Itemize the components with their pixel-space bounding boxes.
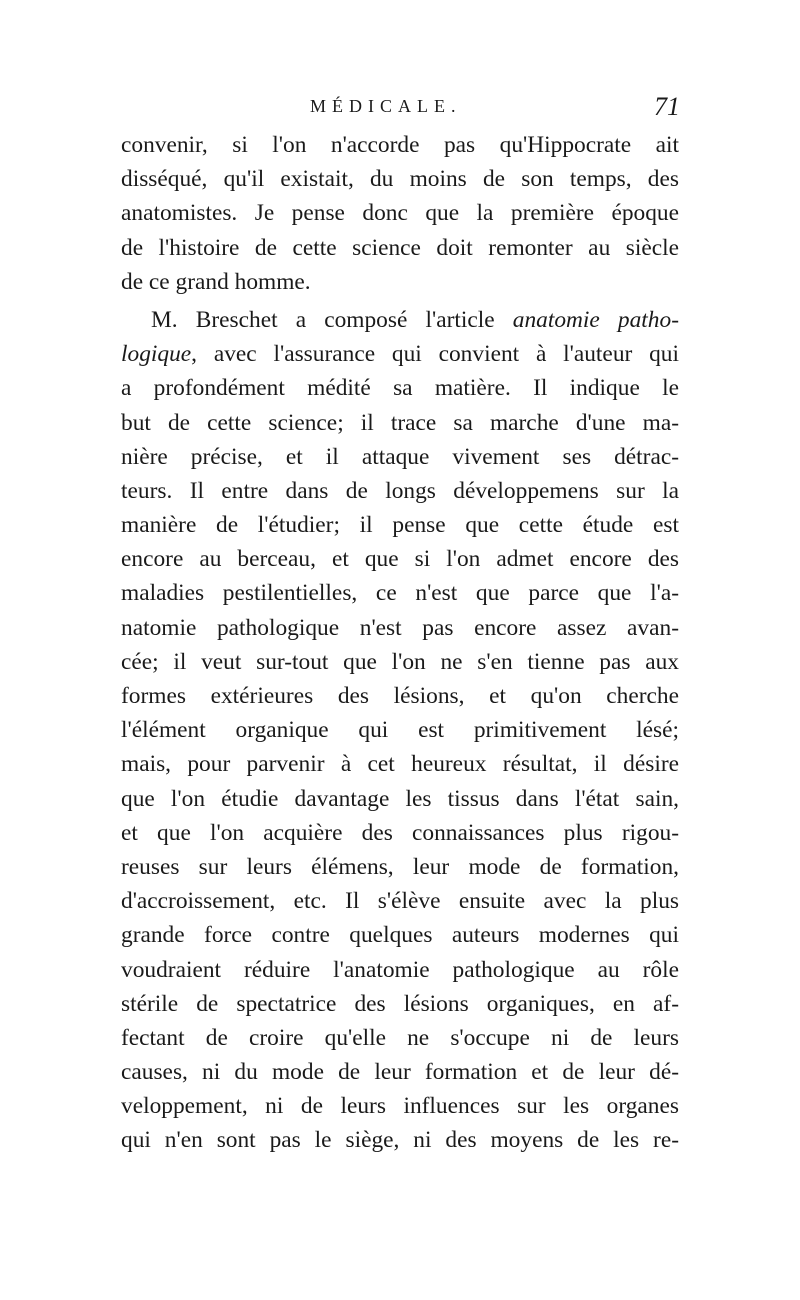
text-line: formes extérieures des lésions, et qu'on cherche — [121, 683, 679, 709]
text-line: veloppement, ni de leurs influences sur les organes — [121, 1093, 679, 1120]
text-line — [121, 337, 679, 371]
running-head — [120, 92, 680, 130]
text-line: de l'histoire de cette science doit remonter au siècle — [121, 234, 679, 261]
text-line: de ce grand homme. — [121, 268, 311, 295]
text-line: natomie pathologique n'est pas encore assez avan- — [121, 614, 679, 641]
text-line: voudraient réduire l'anatomie pathologique au rôle — [121, 956, 679, 983]
text-line: nière précise, et il attaque vivement ses détrac- — [121, 443, 679, 470]
italic-term: logique — [121, 341, 192, 368]
text-line: disséqué, qu'il existait, du moins de son temps, des — [121, 166, 679, 193]
text-line: maladies pestilentielles, ce n'est que parce que l'a- — [121, 580, 679, 607]
text-line: mais, pour parvenir à cet heureux résultat, il désire — [121, 751, 679, 778]
text-line: que l'on étudie davantage les tissus dans l'état sain, — [121, 785, 679, 812]
text-line: qui n'en sont pas le siège, ni des moyens de les re- — [121, 1127, 679, 1154]
text-line: encore au berceau, et que si l'on admet encore des — [121, 546, 679, 573]
paragraph-1 — [121, 128, 679, 299]
text-line: grande force contre quelques auteurs modernes qui — [121, 922, 679, 949]
text-line: fectant de croire qu'elle ne s'occupe ni de leurs — [121, 1024, 679, 1051]
text-line: manière de l'étudier; il pense que cette étude est — [121, 512, 679, 539]
text-line: stérile de spectatrice des lésions organiques, en af- — [121, 990, 679, 1017]
text-line: convenir, si l'on n'accorde pas qu'Hippocrate ait — [121, 132, 679, 158]
text-line: a profondément médité sa matière. Il indique le — [121, 375, 679, 402]
text-line: et que l'on acquière des connaissances plus rigou- — [121, 819, 679, 846]
text-run: , avec l'assurance qui convient à l'auteur qui — [191, 341, 679, 368]
text-line — [121, 303, 679, 337]
body-text — [121, 128, 679, 1158]
text-line: d'accroissement, etc. Il s'élève ensuite avec la plus — [121, 888, 679, 915]
text-line: l'élément organique qui est primitivement lésé; — [121, 717, 679, 744]
text-line: reuses sur leurs élémens, leur mode de formation, — [121, 853, 679, 880]
text-line: anatomistes. Je pense donc que la première époque — [121, 200, 679, 227]
text-run: M. Breschet a composé l'article — [151, 306, 513, 333]
text-line: but de cette science; il trace sa marche d'une ma- — [121, 409, 679, 436]
page-number: 71 — [654, 92, 680, 121]
italic-term: anatomie patho- — [512, 306, 679, 333]
text-line: causes, ni du mode de leur formation et de leur dé- — [121, 1059, 679, 1086]
text-line: teurs. Il entre dans de longs développemens sur la — [121, 477, 679, 504]
text-line: cée; il veut sur-tout que l'on ne s'en tienne pas aux — [121, 648, 679, 675]
running-title: MÉDICALE. — [310, 96, 462, 116]
paragraph-2 — [121, 303, 679, 1158]
